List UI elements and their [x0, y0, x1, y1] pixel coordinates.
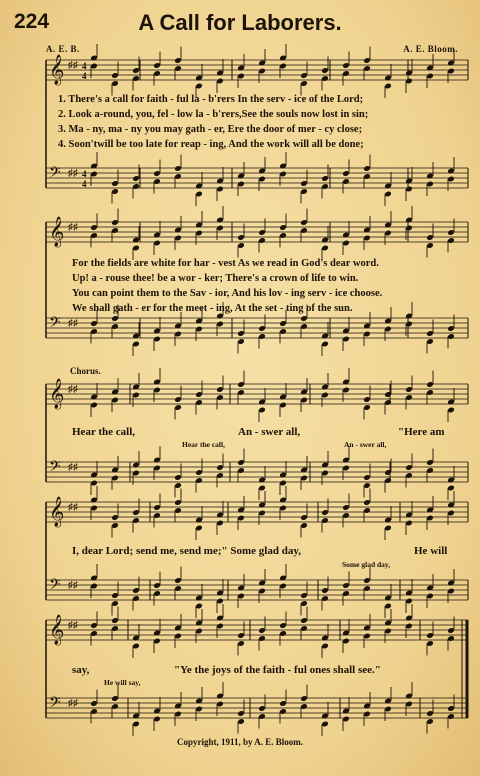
- bass-clef-icon: 𝄢: [49, 576, 61, 597]
- key-signature-sharps: ♯♯: [68, 222, 78, 233]
- key-signature-sharps: ♯♯: [68, 698, 78, 709]
- bass-clef-icon: 𝄢: [49, 694, 61, 715]
- verse-4-line-a: 4. Soon'twill be too late for reap - ing, And the work will all be done;: [58, 139, 364, 150]
- key-signature-sharps: ♯♯: [68, 620, 78, 631]
- chorus-2-echo-a: Some glad day,: [342, 560, 391, 569]
- copyright-notice: Copyright, 1911, by A. E. Bloom.: [176, 737, 304, 747]
- key-signature-sharps: ♯♯: [68, 60, 78, 71]
- chorus-1-lyric-b: An - swer all,: [238, 426, 301, 438]
- treble-clef-icon: 𝄞: [49, 497, 65, 527]
- hymn-number: 224: [14, 10, 50, 33]
- hymn-title: A Call for Laborers.: [138, 10, 342, 35]
- key-signature-sharps: ♯♯: [68, 502, 78, 513]
- chorus-1-lyric-a: Hear the call,: [72, 426, 136, 438]
- time-signature: 4: [82, 71, 87, 81]
- chorus-2-lyric-a: I, dear Lord; send me, send me;" Some glad day,: [72, 545, 301, 557]
- time-signature: 4: [82, 169, 87, 179]
- verse-2-line-b: Up! a - rouse thee! be a wor - ker; There's a crown of life to win.: [72, 273, 359, 284]
- chorus-1-echo-a: Hear the call,: [182, 440, 225, 449]
- time-signature: 4: [82, 179, 87, 189]
- chorus-3-lyric-b: "Ye the joys of the faith - ful ones shall see.": [174, 664, 381, 676]
- treble-clef-icon: 𝄞: [49, 55, 65, 85]
- verse-3-line-a: 3. Ma - ny, ma - ny you may gath - er, Ere the door of mer - cy close;: [58, 124, 363, 135]
- time-signature: 4: [82, 61, 87, 71]
- composer-credit: A. E. B.: [46, 44, 80, 54]
- key-signature-sharps: ♯♯: [68, 318, 78, 329]
- treble-clef-icon: 𝄞: [49, 217, 65, 247]
- chorus-3-echo-a: He will say,: [104, 678, 141, 687]
- verse-3-line-b: You can point them to the Sav - ior, And his lov - ing serv - ice choose.: [72, 288, 383, 299]
- bass-clef-icon: 𝄢: [49, 164, 61, 185]
- author-credit: A. E. Bloom.: [403, 44, 458, 54]
- treble-clef-icon: 𝄞: [49, 379, 65, 409]
- key-signature-sharps: ♯♯: [68, 462, 78, 473]
- chorus-1-echo-b: An - swer all,: [344, 440, 387, 449]
- key-signature-sharps: ♯♯: [68, 168, 78, 179]
- verse-4-line-b: We shall gath - er for the meet - ing, At the set - ting of the sun.: [72, 303, 353, 314]
- chorus-3-lyric-a: say,: [72, 664, 90, 676]
- key-signature-sharps: ♯♯: [68, 384, 78, 395]
- verse-1-line-a: 1. There's a call for faith - ful la - b'rers In the serv - ice of the Lord;: [58, 94, 364, 105]
- chorus-label: Chorus.: [70, 366, 101, 376]
- key-signature-sharps: ♯♯: [68, 580, 78, 591]
- bass-clef-icon: 𝄢: [49, 458, 61, 479]
- chorus-2-lyric-b: He will: [414, 545, 448, 557]
- verse-1-line-b: For the fields are white for har - vest As we read in God's dear word.: [72, 258, 379, 269]
- verse-2-line-a: 2. Look a-round, you, fel - low la - b'rers,See the souls now lost in sin;: [58, 109, 369, 120]
- treble-clef-icon: 𝄞: [49, 615, 65, 645]
- chorus-1-lyric-c: "Here am: [398, 426, 445, 438]
- bass-clef-icon: 𝄢: [49, 314, 61, 335]
